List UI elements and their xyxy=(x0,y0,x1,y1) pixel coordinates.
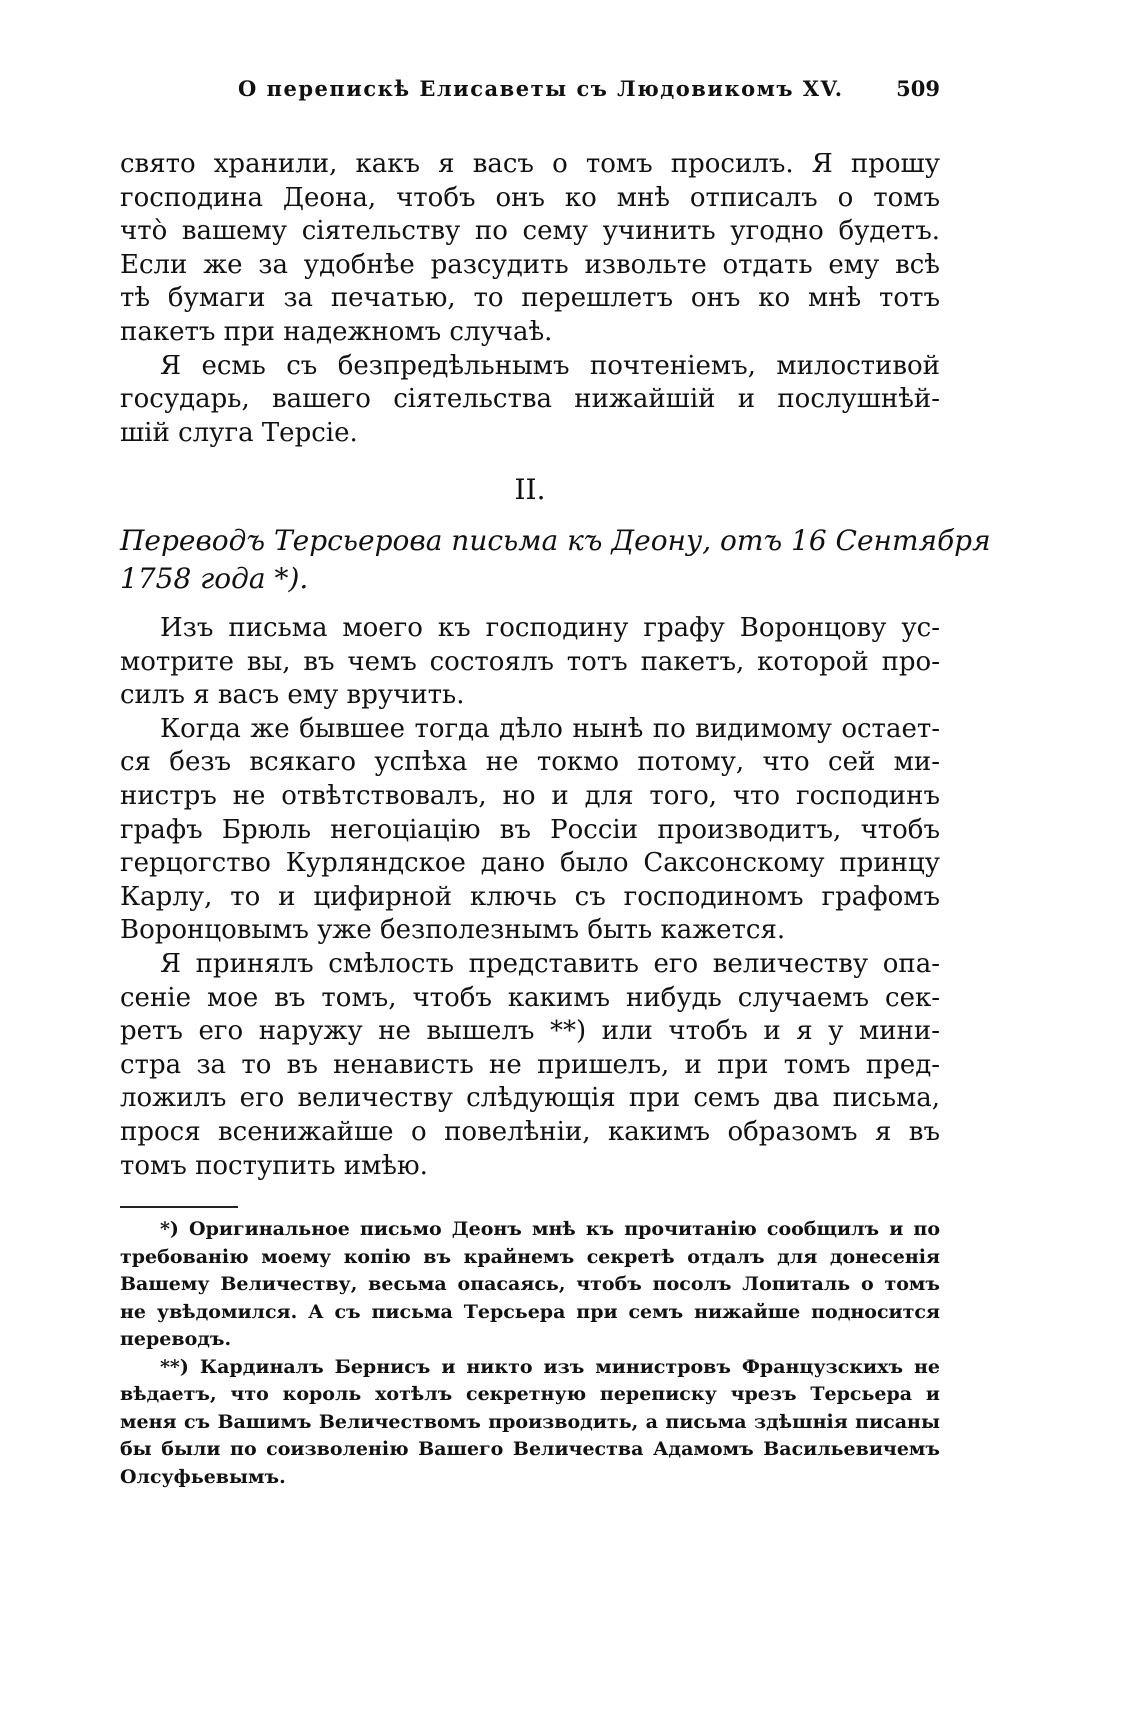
footnote-line: *) Оригинальное письмо Деонъ мнѣ къ прочитанію сообщилъ и по xyxy=(160,1218,940,1240)
paragraph-line: стра за то въ ненависть не пришелъ, и при томъ пред- xyxy=(120,1049,940,1080)
paragraph-line: ся безъ всякаго успѣха не токмо потому, что сей ми- xyxy=(120,747,940,778)
text-line: господина Деона, чтобъ онъ ко мнѣ отписалъ о томъ xyxy=(120,182,940,213)
paragraph-line: сеніе мое въ томъ, чтобъ какимъ нибудь случаемъ сек- xyxy=(120,982,940,1013)
text-line: тѣ бумаги за печатью, то перешлетъ онъ ко мнѣ тотъ xyxy=(120,283,940,314)
section-number: II. xyxy=(514,473,546,506)
paragraph-line: томъ поступить имѣю. xyxy=(120,1150,428,1181)
paragraph-line: мотрите вы, въ чемъ состоялъ тотъ пакетъ, которой про- xyxy=(120,646,940,677)
letter-title xyxy=(120,522,991,598)
text-line: пакетъ при надежномъ случаѣ. xyxy=(120,316,553,347)
footnote-line: Вашему Величеству, весьма опасаясь, чтобъ посолъ Лопиталь о томъ xyxy=(120,1273,940,1295)
title-line: Переводъ Терсьерова письма къ Деону, отъ 16 Сентября xyxy=(120,524,991,557)
footnote-line: переводъ. xyxy=(120,1328,232,1350)
text-line: чтò вашему сіятельству по сему учинить угодно будетъ. xyxy=(120,216,940,247)
text-line: Если же за удобнѣе разсудить извольте отдать ему всѣ xyxy=(120,249,940,280)
paragraph-line: Изъ письма моего къ господину графу Воронцову ус- xyxy=(160,613,940,643)
page-number: 509 xyxy=(896,76,940,101)
footnote-line: меня съ Вашимъ Величествомъ производить, а письма здѣшнія писаны xyxy=(120,1410,940,1433)
footnote-line: Олсуфьевымъ. xyxy=(120,1465,286,1488)
running-title: О перепискѣ Елисаветы съ Людовикомъ XV. xyxy=(238,76,844,101)
paragraph-line: герцогство Курляндское дано было Саксонскому принцу xyxy=(120,848,940,879)
closing-signature-line: шій слуга Терсіе. xyxy=(120,417,358,448)
paragraph-line: ложилъ его величеству слѣдующія при семъ два письма, xyxy=(120,1083,940,1114)
footnote-line: требованію моему копію въ крайнемъ секретѣ отдалъ для донесенія xyxy=(120,1245,940,1268)
footnotes xyxy=(120,1216,940,1491)
closing-line: Я есмь съ безпредѣльнымъ почтеніемъ, милостивой xyxy=(160,350,940,381)
letter-continuation xyxy=(120,148,940,450)
page-header xyxy=(120,76,940,116)
paragraph-line: Я принялъ смѣлость представить его величеству опа- xyxy=(160,948,940,979)
footnote-line: вѣдаетъ, что король хотѣлъ секретную переписку чрезъ Терсьера и xyxy=(120,1383,940,1405)
footnote-divider xyxy=(120,1206,238,1208)
paragraph-line: прося всенижайше о повелѣніи, какимъ образомъ я въ xyxy=(120,1116,940,1147)
footnote-line: **) Кардиналъ Бернисъ и никто изъ министровъ Французскихъ не xyxy=(160,1355,940,1378)
paragraph-line: силъ я васъ ему вручить. xyxy=(120,680,465,711)
footnote-line: не увѣдомился. А съ письма Терсьера при семъ нижайше подносится xyxy=(120,1300,940,1323)
text-line: свято хранили, какъ я васъ о томъ просилъ. Я прошу xyxy=(120,149,940,179)
paragraph-line: Воронцовымъ уже безполезнымъ быть кажется. xyxy=(120,915,786,946)
paragraph-line: ретъ его наружу не вышелъ **) или чтобъ и я у мини- xyxy=(120,1016,940,1047)
letter-body xyxy=(120,612,940,1183)
paragraph-line: Карлу, то и цифирной ключь съ господиномъ графомъ xyxy=(120,881,940,912)
footnote-line: бы были по соизволенію Вашего Величества Адамомъ Васильевичемъ xyxy=(120,1438,940,1460)
paragraph-line: графъ Брюль негоціацію въ Россіи производитъ, чтобъ xyxy=(120,814,940,845)
closing-line: государь, вашего сіятельства нижайшій и послушнѣй- xyxy=(120,384,940,415)
paragraph-line: Когда же бывшее тогда дѣло нынѣ по видимому остает- xyxy=(160,713,940,744)
paragraph-line: нистръ не отвѣтствовалъ, но и для того, что господинъ xyxy=(120,780,940,811)
title-line: 1758 года *). xyxy=(120,562,309,595)
